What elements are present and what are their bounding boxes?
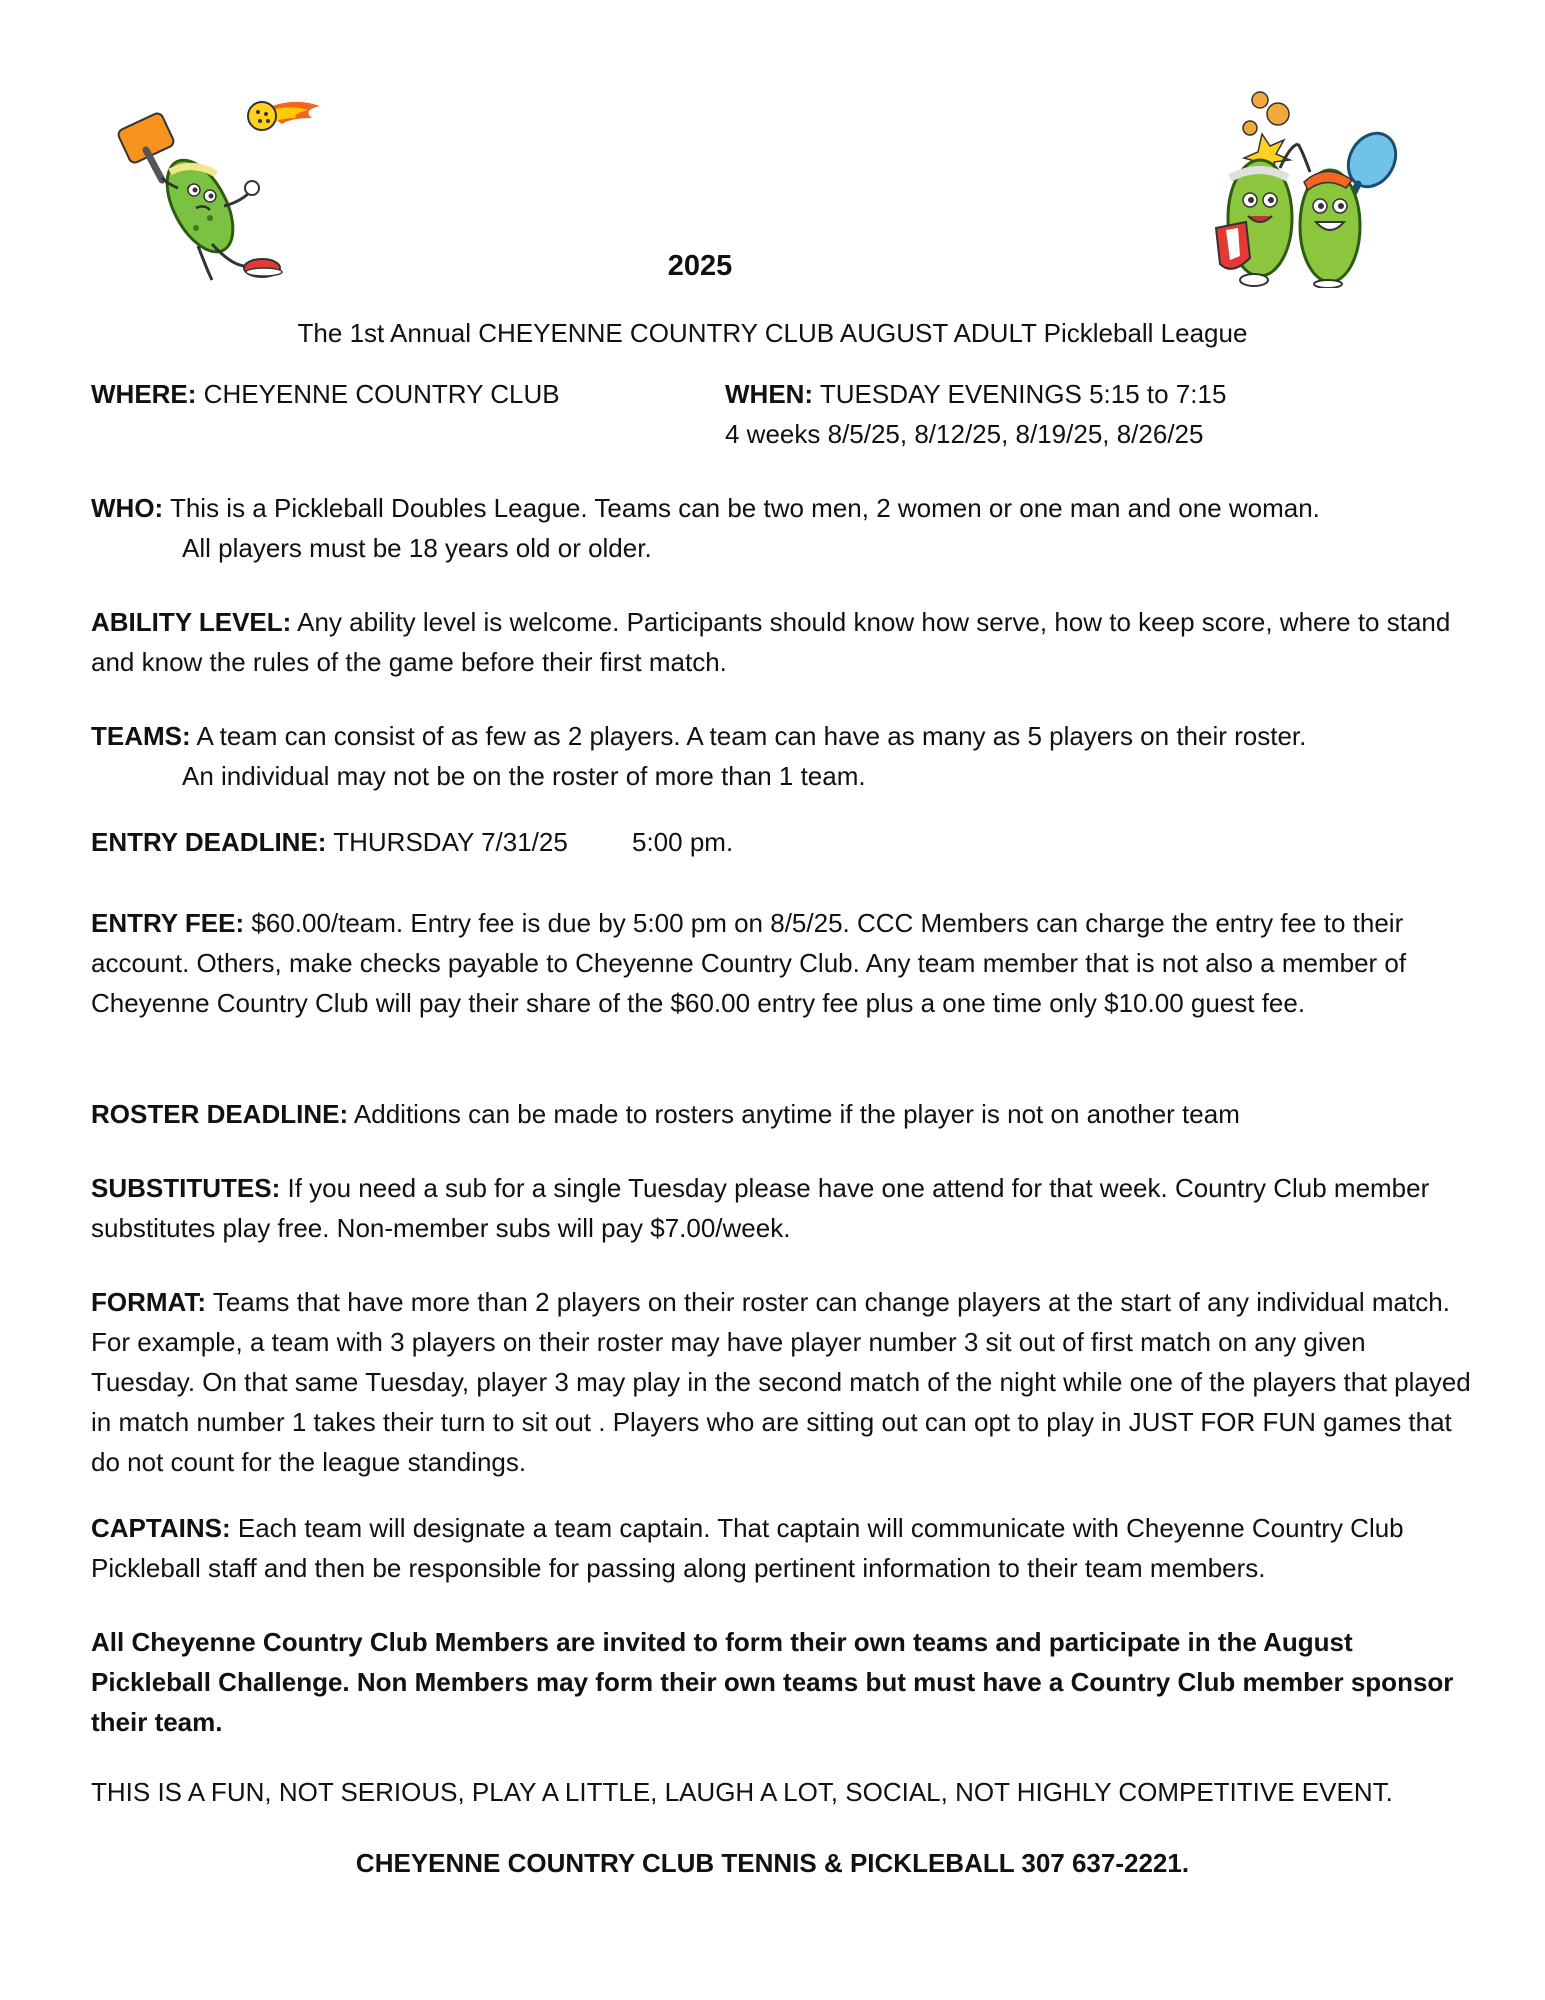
who-label: WHO: <box>91 493 164 523</box>
captains-label: CAPTAINS: <box>91 1513 231 1543</box>
entry-fee-label: ENTRY FEE: <box>91 908 245 938</box>
substitutes-label: SUBSTITUTES: <box>91 1173 281 1203</box>
entry-deadline-time: 5:00 pm. <box>632 827 734 857</box>
roster-label: ROSTER DEADLINE: <box>91 1099 349 1129</box>
year-heading: 2025 <box>667 250 733 282</box>
format-label: FORMAT: <box>91 1287 207 1317</box>
contact-footer: CHEYENNE COUNTRY CLUB TENNIS & PICKLEBALL 307 637-2221. <box>355 1848 1190 1878</box>
fun-event-note: THIS IS A FUN, NOT SERIOUS, PLAY A LITTLE, LAUGH A LOT, SOCIAL, NOT HIGHLY COMPETITIVE EVENT. <box>91 1777 1393 1807</box>
when-label: WHEN: <box>725 379 814 409</box>
who-text: This is a Pickleball Doubles League. Teams can be two men, 2 women or one man and one woman. <box>169 493 1320 523</box>
format-text: Teams that have more than 2 players on their roster can change players at the start of any individual match. For example, a team with 3 players on their roster may have player number 3 sit out of first match on any given Tuesday. On that same Tuesday, player 3 may play in the second match of the night while one of the players that played in match number 1 takes their turn to sit out . Players who are sitting out can opt to play in JUST FOR FUN games that do not count for the league standings. <box>91 1287 1471 1477</box>
roster-section <box>91 1094 1471 1134</box>
entry-fee-section <box>91 903 1471 1023</box>
when-value: TUESDAY EVENINGS 5:15 to 7:15 <box>819 379 1227 409</box>
substitutes-section <box>91 1168 1471 1248</box>
who-text-2: All players must be 18 years old or older. <box>182 533 652 563</box>
entry-fee-text: $60.00/team. Entry fee is due by 5:00 pm on 8/5/25. CCC Members can charge the entry fee to their account. Others, make checks payable to Cheyenne Country Club. Any team member that is not also a member of Cheyenne Country Club will pay their share of the $60.00 entry fee plus a one time only $10.00 guest fee. <box>91 908 1407 1018</box>
entry-deadline-label: ENTRY DEADLINE: <box>91 827 327 857</box>
invite-paragraph: All Cheyenne Country Club Members are invited to form their own teams and participate in the August Pickleball Challenge. Non Members may form their own teams but must have a Country Club member sponsor their team. <box>91 1627 1454 1737</box>
league-title: The 1st Annual CHEYENNE COUNTRY CLUB AUGUST ADULT Pickleball League <box>297 318 1248 348</box>
teams-section <box>91 716 1471 796</box>
entry-deadline-date: THURSDAY 7/31/25 <box>333 827 568 857</box>
where-section <box>91 374 560 414</box>
ability-text: Any ability level is welcome. Participants should know how serve, how to keep score, where to stand and know the rules of the game before their first match. <box>91 607 1451 677</box>
entry-deadline-section <box>91 822 1471 862</box>
where-value: CHEYENNE COUNTRY CLUB <box>203 379 560 409</box>
where-label: WHERE: <box>91 379 197 409</box>
format-section <box>91 1282 1471 1482</box>
when-dates: 4 weeks 8/5/25, 8/12/25, 8/19/25, 8/26/25 <box>725 419 1204 449</box>
teams-label: TEAMS: <box>91 721 191 751</box>
teams-text-2: An individual may not be on the roster of more than 1 team. <box>182 761 866 791</box>
captains-text: Each team will designate a team captain. That captain will communicate with Cheyenne Country Club Pickleball staff and then be responsible for passing along pertinent information to their team members. <box>91 1513 1404 1583</box>
ability-section <box>91 602 1471 682</box>
when-section <box>725 374 1226 454</box>
teams-text: A team can consist of as few as 2 players. A team can have as many as 5 players on their roster. <box>196 721 1307 751</box>
who-section <box>91 488 1471 568</box>
captains-section <box>91 1508 1471 1588</box>
roster-text: Additions can be made to rosters anytime if the player is not on another team <box>353 1099 1240 1129</box>
substitutes-text: If you need a sub for a single Tuesday please have one attend for that week. Country Club member substitutes play free. Non-member subs will pay $7.00/week. <box>91 1173 1430 1243</box>
ability-label: ABILITY LEVEL: <box>91 607 292 637</box>
